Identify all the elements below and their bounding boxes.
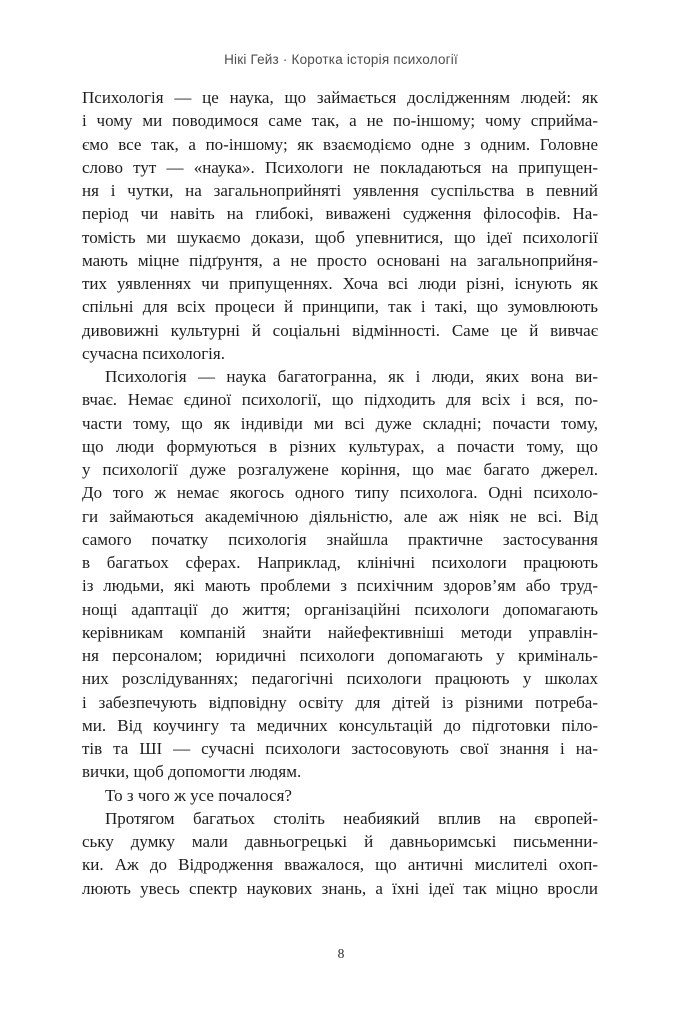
text-line: керівникам компаній знайти найефективніші методи управлін- — [82, 622, 598, 642]
text-line: в багатьох сферах. Наприклад, клінічні психологи працюють — [82, 553, 598, 572]
page-number: 8 — [337, 946, 345, 961]
text-line: сучасна психологія. — [82, 343, 225, 363]
text-line: части тому, що як індивіди ми всі дуже складні; почасти тому, — [82, 413, 598, 433]
paragraph — [82, 784, 598, 807]
text-line: із людьми, які мають проблеми з психічним здоров’ям або труд- — [82, 576, 598, 596]
text-line: і забезпечують відповідну освіту для дітей із різними потреба- — [82, 692, 598, 712]
text-line: ги займаються академічною діяльністю, але аж ніяк не всі. Від — [82, 506, 598, 526]
text-line: слово тут — «наука». Психологи не покладаються на припущен- — [82, 157, 598, 177]
text-line: вички, щоб допомогти людям. — [82, 762, 302, 782]
text-line: самого початку психологія знайшла практичне застосування — [82, 529, 598, 549]
text-line: люють увесь спектр наукових знань, а їхні ідеї так міцно вросли — [82, 878, 598, 898]
paragraph — [82, 86, 598, 365]
text-line: До того ж немає якогось одного типу психолога. Одні психоло- — [82, 483, 598, 503]
paragraph — [82, 807, 598, 900]
text-line: і чому ми поводимося саме так, а не по-іншому; чому сприйма- — [82, 111, 598, 131]
text-line: Протягом багатьох століть неабиякий вплив на європей- — [105, 808, 598, 828]
text-line: ня персоналом; юридичні психологи допомагають у криміналь- — [82, 646, 598, 665]
text-line: тих уявленнях чи припущеннях. Хоча всі люди різні, існують як — [82, 274, 598, 293]
text-line: ми. Від коучингу та медичних консультацій до підготовки піло- — [82, 715, 598, 735]
text-line: період чи навіть на глибокі, виважені судження філософів. На- — [82, 204, 598, 224]
paragraph — [82, 365, 598, 784]
text-line: нощі адаптації до життя; організаційні психологи допомагають — [82, 599, 598, 619]
text-line: Психологія — це наука, що займається дослідженням людей: як — [82, 88, 598, 107]
text-line: ки. Аж до Відродження вважалося, що античні мислителі охоп- — [82, 855, 598, 875]
text-line: дивовижні культурні й соціальні відмінності. Саме це й вивчає — [82, 320, 598, 340]
text-line: Психологія — наука багатогранна, як і люди, яких вона ви- — [105, 367, 598, 386]
text-line: вчає. Немає єдиної психології, що підходить для всіх і вся, по- — [82, 390, 598, 410]
text-line: мають міцне підґрунтя, а не просто основані на загальноприйня- — [82, 250, 598, 270]
text-line: у психології дуже розгалужене коріння, що має багато джерел. — [82, 460, 598, 479]
text-line: тів та ШІ — сучасні психологи застосовують свої знання і на- — [82, 739, 598, 758]
text-line: спільні для всіх процеси й принципи, так і такі, що зумовлюють — [82, 297, 598, 317]
text-line: що люди формуються в різних культурах, а почасти тому, що — [82, 436, 598, 456]
running-header: Нікі Гейз · Коротка історія психології — [224, 52, 458, 67]
text-line: них розслідуваннях; педагогічні психологи працюють у школах — [82, 669, 598, 689]
text-line: ємо все так, а по-іншому; як взаємодіємо одне з одним. Головне — [82, 134, 598, 154]
text-line: ня і чутки, на загальноприйняті уявлення суспільства в певний — [82, 181, 598, 200]
text-line: томість ми шукаємо докази, щоб упевнитися, що ідеї психології — [82, 227, 598, 247]
text-line: ську думку мали давньогрецькі й давньоримські письменни- — [82, 832, 598, 851]
text-line: То з чого ж усе почалося? — [105, 785, 292, 805]
page-body-text — [82, 86, 598, 900]
